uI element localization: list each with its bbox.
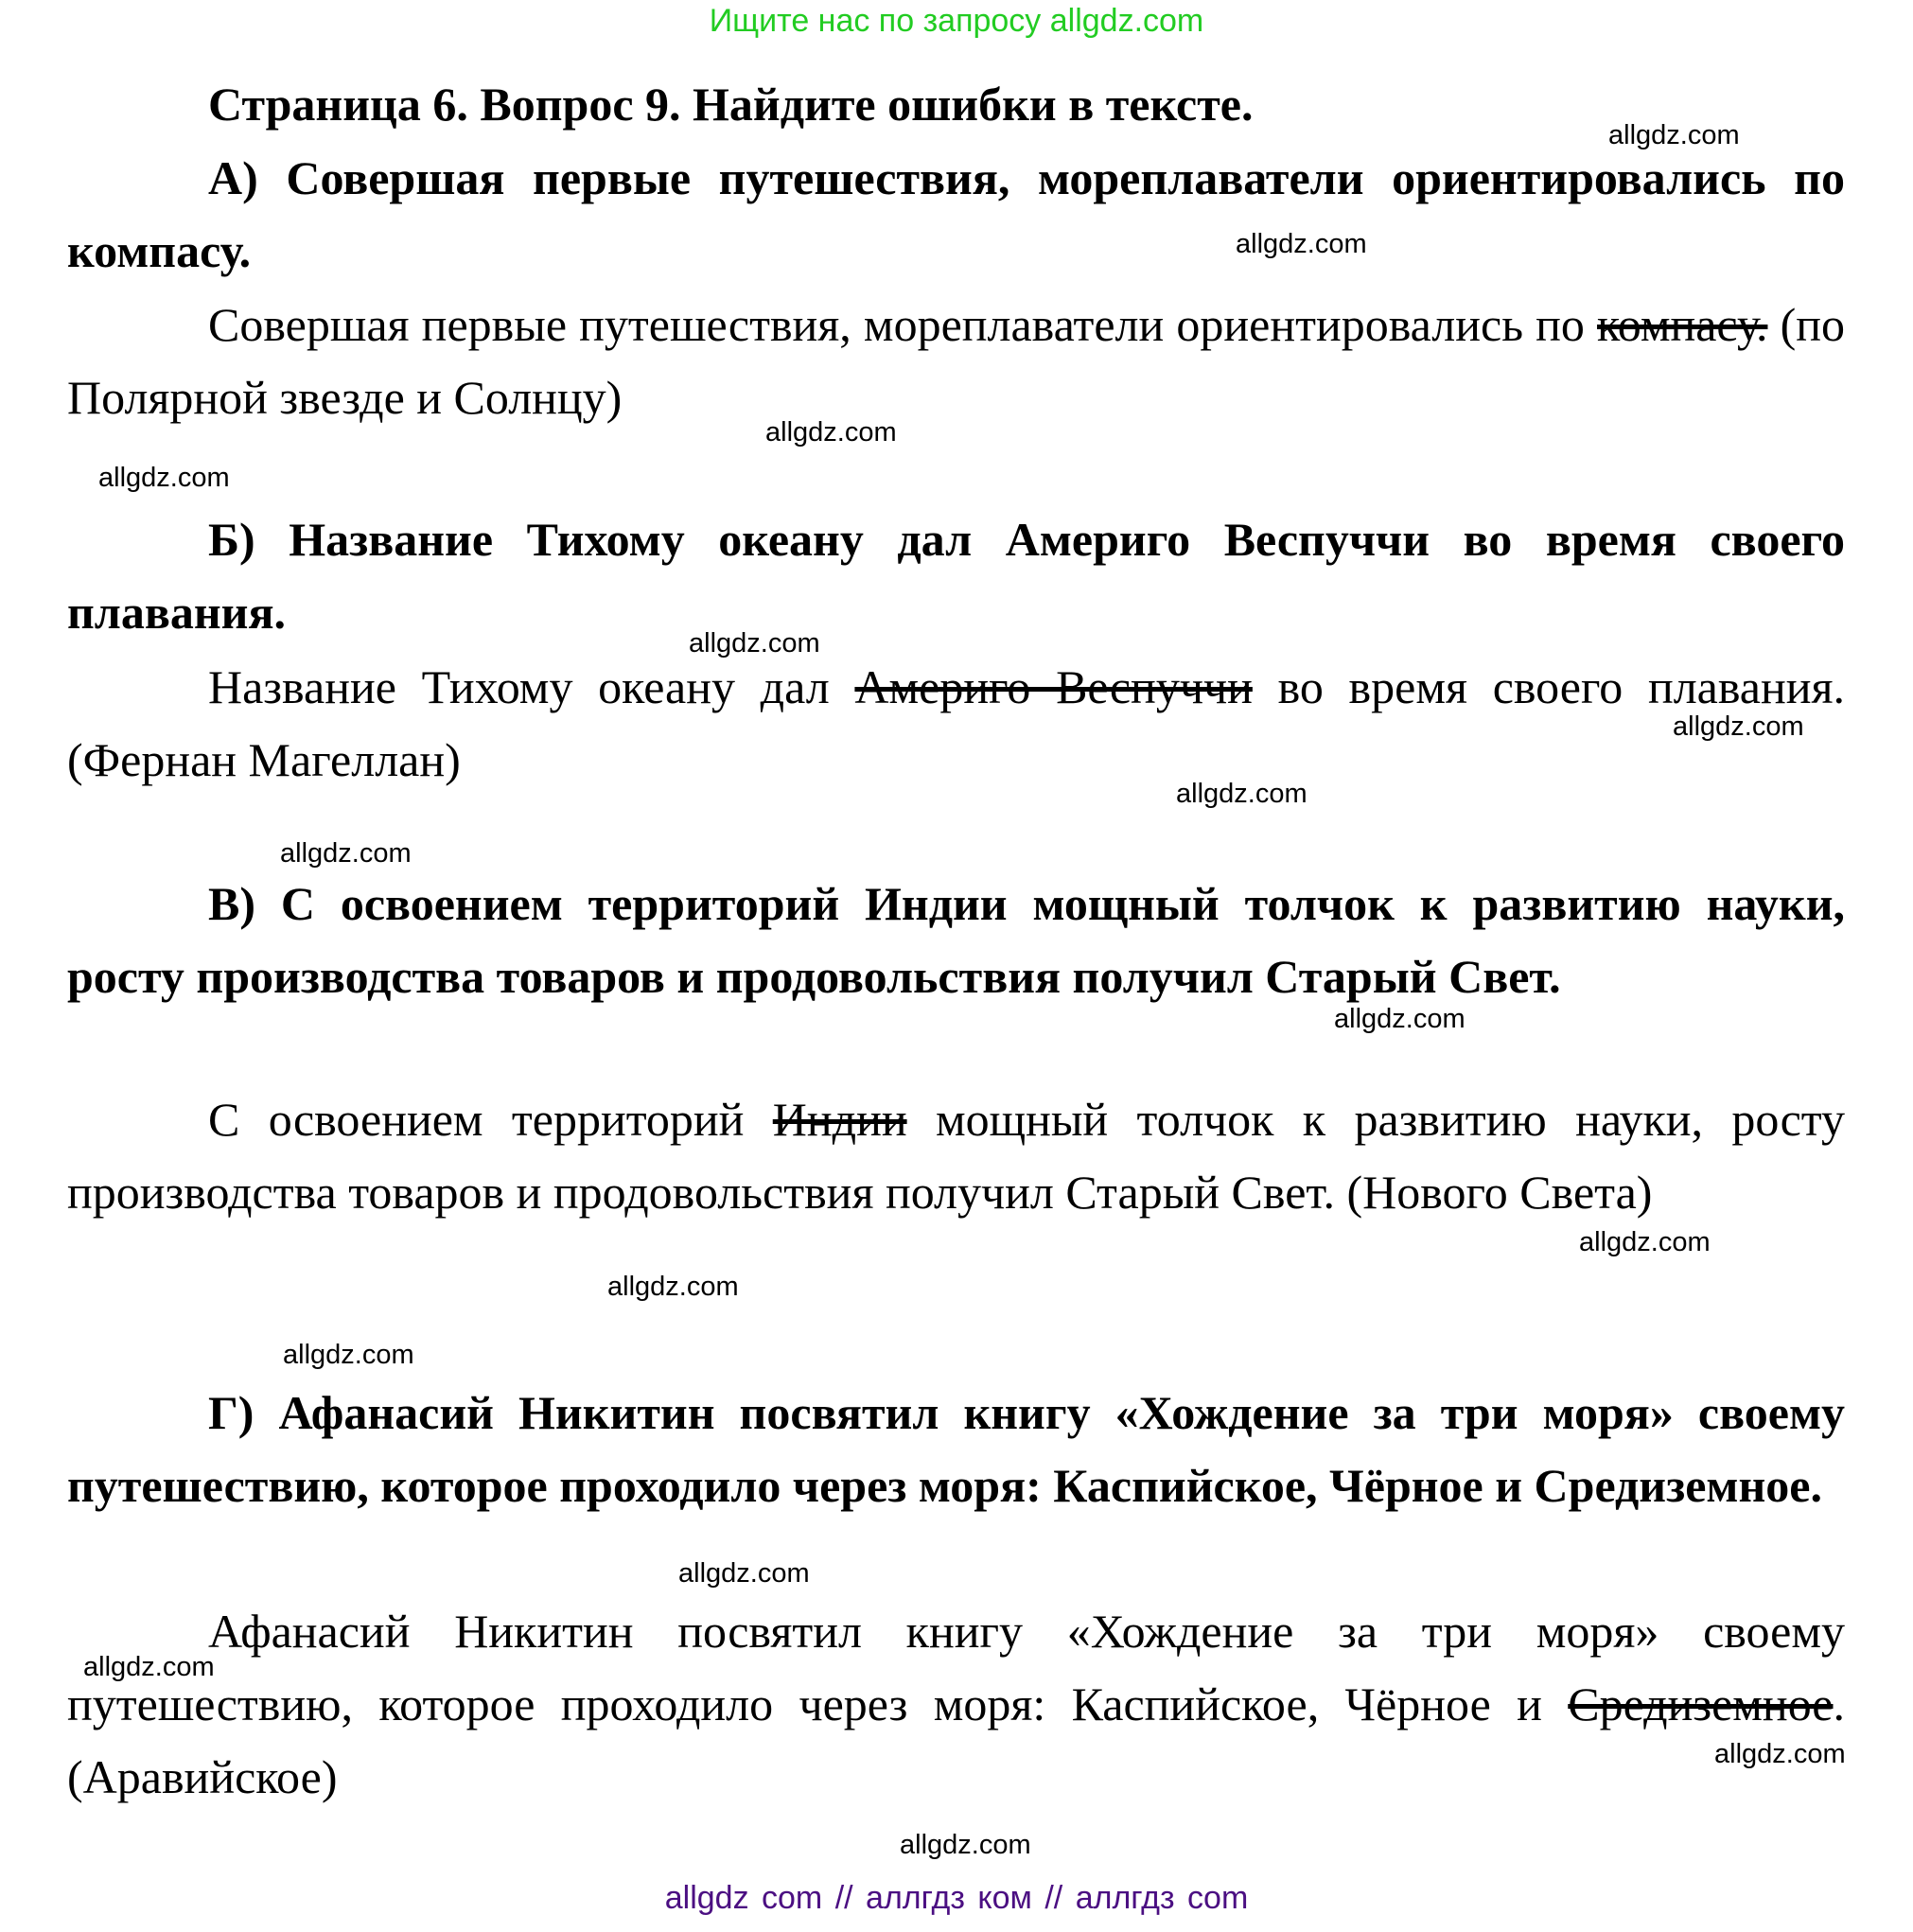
struck-error: компасу. [1597, 298, 1768, 351]
answer-v [67, 1083, 1845, 1229]
watermark: allgdz.com [765, 417, 897, 448]
correction: . (Аравийское) [67, 1677, 1845, 1803]
struck-error: Индии [772, 1093, 907, 1146]
correction: (по Полярной звезде и Солнцу) [67, 298, 1845, 424]
watermark: allgdz.com [689, 628, 820, 659]
watermark: allgdz.com [1579, 1227, 1711, 1257]
watermark: allgdz.com [1673, 711, 1804, 742]
watermark: allgdz.com [1176, 779, 1308, 809]
answer-text: Афанасий Никитин посвятил книгу «Хождение за три моря» своему путешествию, которое проходило через моря: Каспийское, Чёрное и [67, 1605, 1845, 1730]
watermark: allgdz.com [607, 1272, 739, 1302]
answer-text: Название Тихому океану дал [208, 660, 855, 713]
watermark: allgdz.com [83, 1652, 215, 1682]
correction: во время своего плавания. (Фернан Магеллан) [67, 660, 1846, 786]
page-title: Страница 6. Вопрос 9. Найдите ошибки в тексте. [208, 78, 1254, 131]
watermark: allgdz.com [98, 463, 230, 493]
watermark: allgdz.com [1236, 229, 1367, 259]
watermark: allgdz.com [1714, 1739, 1846, 1769]
struck-error: Средиземное [1568, 1677, 1834, 1730]
watermark: allgdz.com [678, 1558, 810, 1589]
answer-a [67, 289, 1845, 434]
correction: мощный толчок к развитию науки, росту производства товаров и продовольствия получил Старый Свет. (Нового Света) [67, 1093, 1846, 1219]
watermark: allgdz.com [900, 1830, 1031, 1860]
watermark: allgdz.com [280, 838, 412, 869]
footer-banner: allgdz com // аллгдз ком // аллгдз com [664, 1880, 1249, 1916]
search-banner: Ищите нас по запросу allgdz.com [709, 3, 1204, 39]
question-a: А) Совершая первые путешествия, мореплаватели ориентировались по компасу. [67, 151, 1845, 277]
answer-text: Совершая первые путешествия, мореплаватели ориентировались по [208, 298, 1598, 351]
question-g: Г) Афанасий Никитин посвятил книгу «Хождение за три моря» своему путешествию, которое проходило через моря: Каспийское, Чёрное и Средиземное. [67, 1386, 1845, 1512]
question-b: Б) Название Тихому океану дал Америго Веспуччи во время своего плавания. [67, 513, 1845, 639]
answer-text: С освоением территорий [208, 1093, 773, 1146]
answer-b [67, 651, 1845, 797]
watermark: allgdz.com [1608, 120, 1740, 150]
watermark: allgdz.com [1334, 1004, 1465, 1034]
watermark: allgdz.com [283, 1340, 414, 1370]
question-v: В) С освоением территорий Индии мощный толчок к развитию науки, росту производства товаров и продовольствия получил Старый Свет. [67, 877, 1845, 1003]
struck-error: Америго Веспуччи [854, 660, 1253, 713]
answer-g [67, 1595, 1845, 1814]
